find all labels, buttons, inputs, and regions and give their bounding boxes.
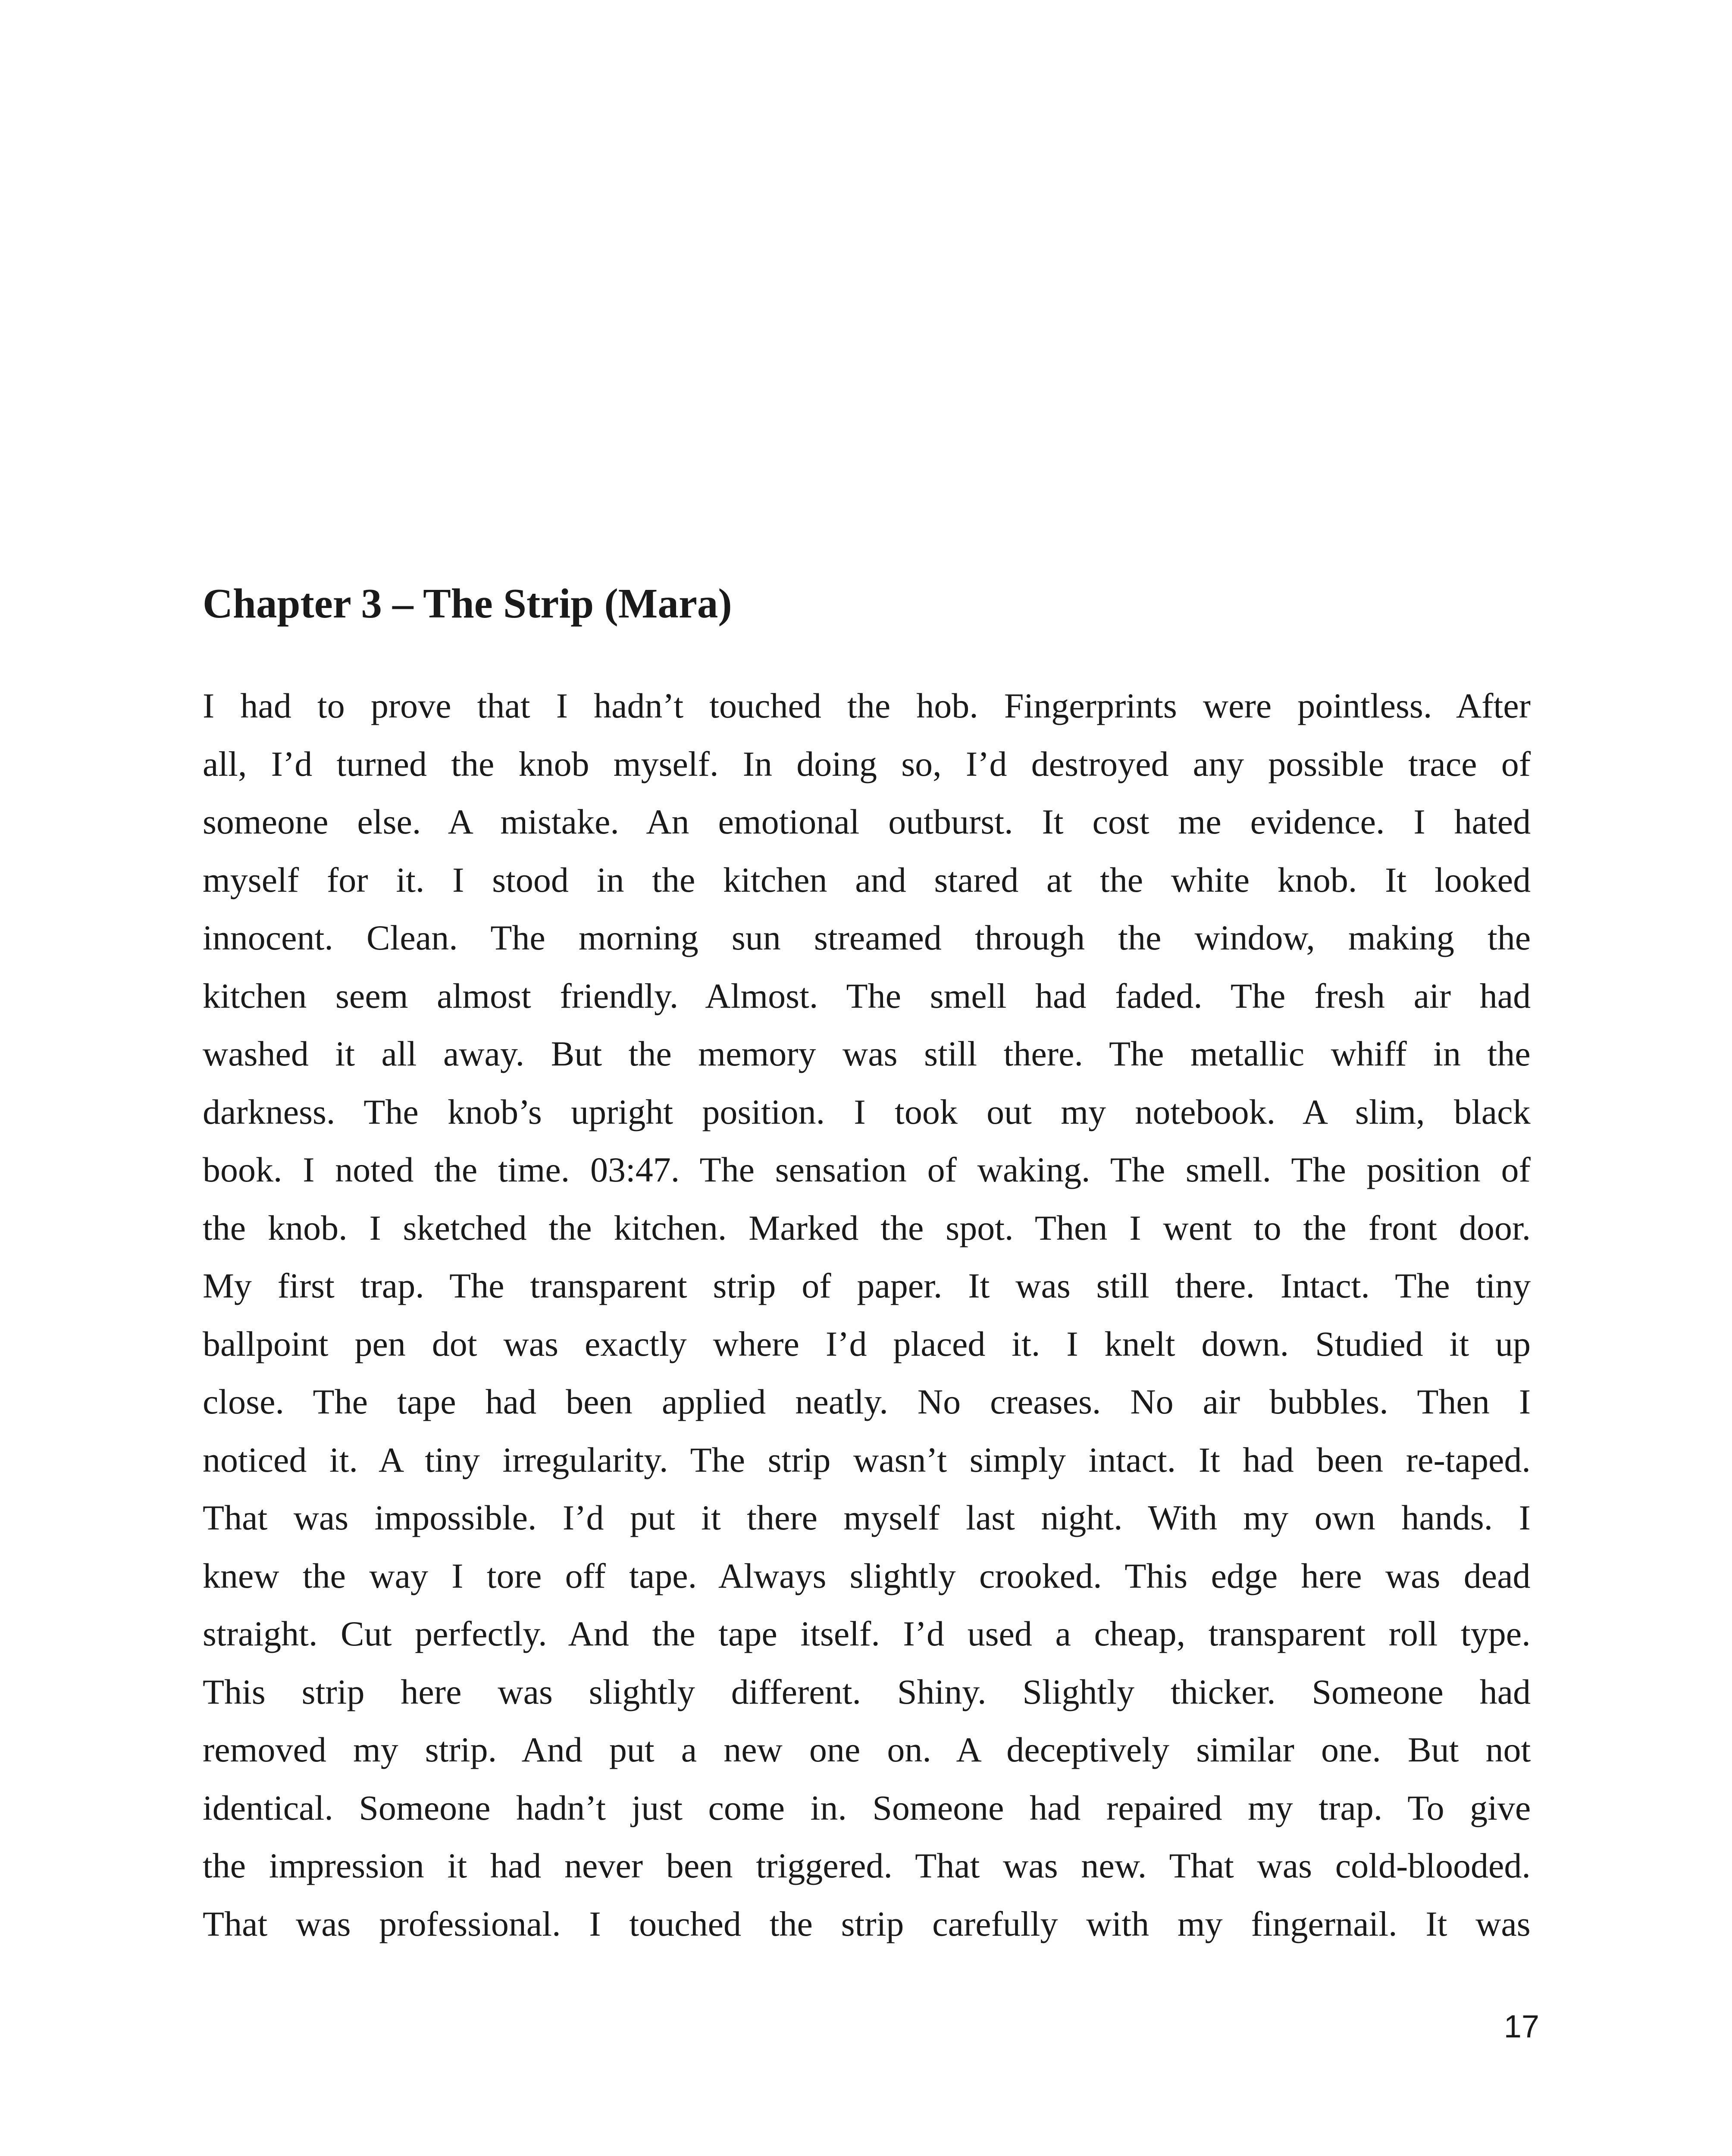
body-line: That was impossible. I’d put it there myself last night. With my own hands. I <box>203 1498 1531 1537</box>
body-line: My first trap. The transparent strip of paper. It was still there. Intact. The tiny <box>203 1266 1531 1305</box>
body-line: kitchen seem almost friendly. Almost. The smell had faded. The fresh air had <box>203 976 1531 1015</box>
body-line: straight. Cut perfectly. And the tape itself. I’d used a cheap, transparent roll type. <box>203 1614 1531 1653</box>
body-line: all, I’d turned the knob myself. In doing so, I’d destroyed any possible trace of <box>203 744 1531 783</box>
body-line: darkness. The knob’s upright position. I took out my notebook. A slim, black <box>203 1092 1531 1131</box>
body-line: I had to prove that I hadn’t touched the hob. Fingerprints were pointless. After <box>203 686 1531 725</box>
body-paragraph <box>203 677 1531 1953</box>
body-line: someone else. A mistake. An emotional outburst. It cost me evidence. I hated <box>203 802 1531 841</box>
chapter-title: Chapter 3 – The Strip (Mara) <box>203 580 732 627</box>
body-line: myself for it. I stood in the kitchen and stared at the white knob. It looked <box>203 860 1531 899</box>
body-line: close. The tape had been applied neatly. No creases. No air bubbles. Then I <box>203 1382 1531 1421</box>
body-line: removed my strip. And put a new one on. A deceptively similar one. But not <box>203 1730 1531 1769</box>
body-line: innocent. Clean. The morning sun streamed through the window, making the <box>203 918 1531 957</box>
body-line: washed it all away. But the memory was still there. The metallic whiff in the <box>203 1034 1531 1073</box>
body-line: the impression it had never been triggered. That was new. That was cold-blooded. <box>203 1846 1531 1885</box>
body-line: That was professional. I touched the strip carefully with my fingernail. It was <box>203 1904 1531 1943</box>
body-line: the knob. I sketched the kitchen. Marked the spot. Then I went to the front door. <box>203 1208 1531 1247</box>
body-line: ballpoint pen dot was exactly where I’d placed it. I knelt down. Studied it up <box>203 1324 1531 1363</box>
body-line: This strip here was slightly different. Shiny. Slightly thicker. Someone had <box>203 1672 1531 1711</box>
page-number: 17 <box>1503 2009 1539 2044</box>
body-line: identical. Someone hadn’t just come in. Someone had repaired my trap. To give <box>203 1788 1531 1827</box>
body-line: book. I noted the time. 03:47. The sensation of waking. The smell. The position of <box>203 1150 1531 1189</box>
body-line: noticed it. A tiny irregularity. The strip wasn’t simply intact. It had been re-taped. <box>203 1440 1531 1479</box>
body-line: knew the way I tore off tape. Always slightly crooked. This edge here was dead <box>203 1556 1531 1595</box>
